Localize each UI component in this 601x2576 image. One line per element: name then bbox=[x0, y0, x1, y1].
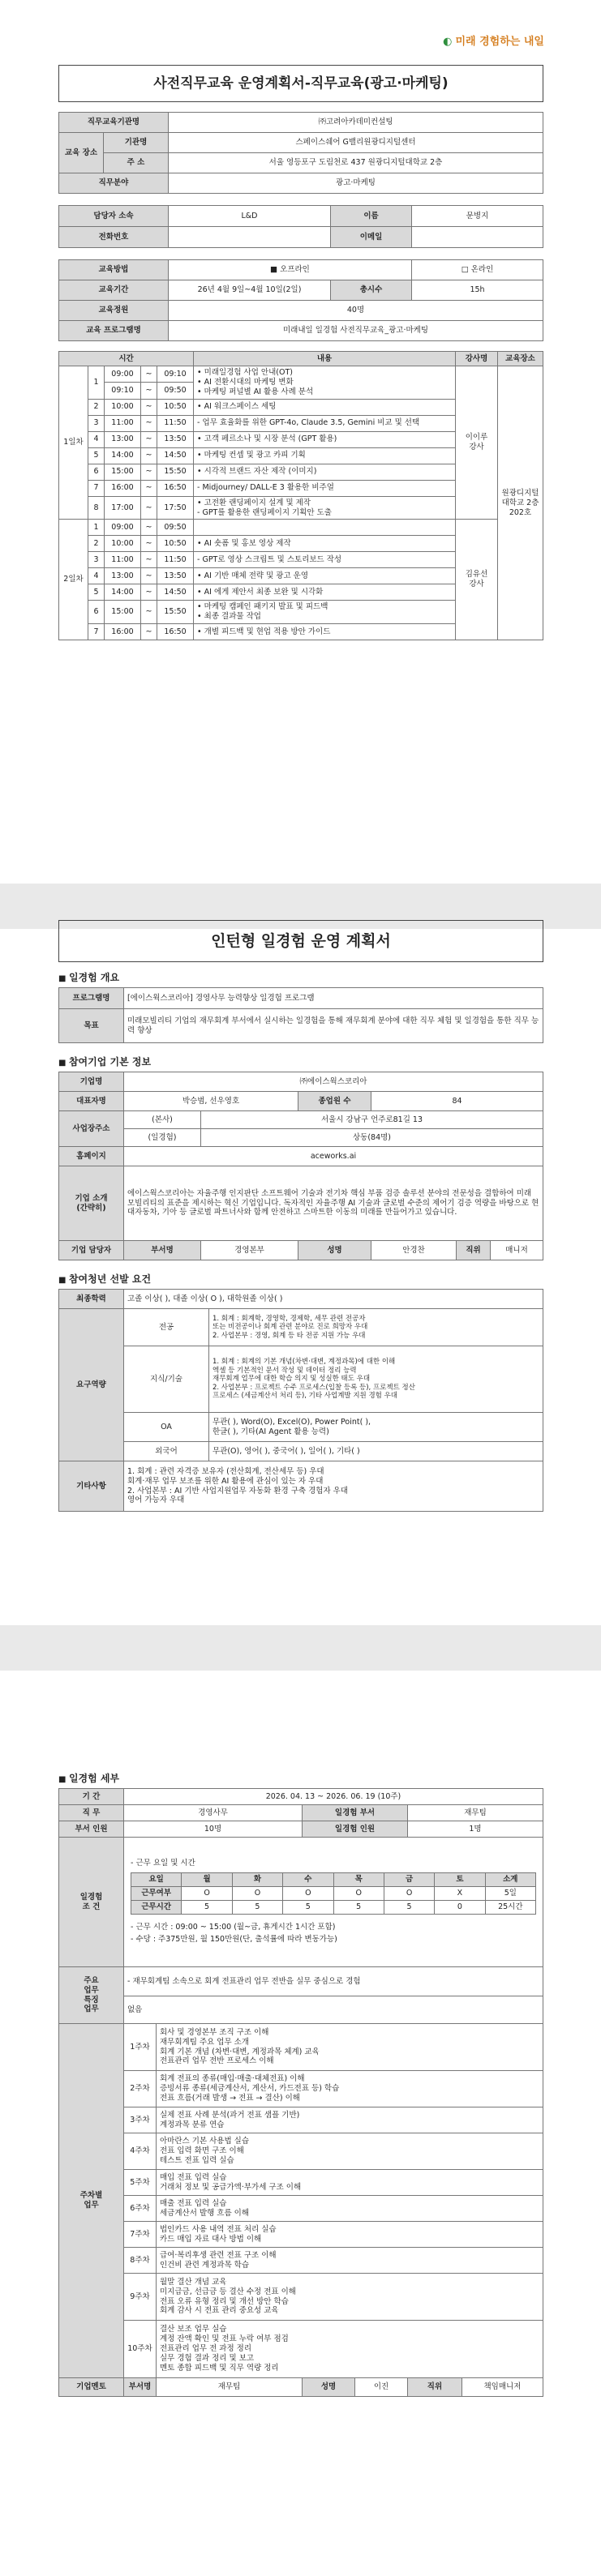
start-time: 17:00 bbox=[105, 496, 141, 520]
contact-table bbox=[58, 205, 543, 248]
end-time: 16:50 bbox=[157, 624, 194, 640]
edu-table bbox=[58, 259, 543, 341]
detail-title: ■ 일경험 세부 bbox=[58, 1771, 543, 1785]
mentor-label: 기업멘토 bbox=[59, 2378, 124, 2397]
language-label: 외국어 bbox=[124, 1442, 209, 1461]
start-time: 11:00 bbox=[105, 552, 141, 568]
weekly-label: 주차별 업무 bbox=[59, 2024, 124, 2378]
website: aceworks.ai bbox=[124, 1147, 543, 1166]
manager-name-label: 성명 bbox=[298, 1241, 371, 1260]
contact-dept-label: 담당자 소속 bbox=[59, 206, 169, 227]
time-dash: ~ bbox=[141, 552, 157, 568]
major: 1. 회계 : 회계학, 경영학, 경제학, 세무 관련 전공자 또는 비전공이나 회계 관련 분야로 진로 희망자 우대 2. 사업본부 : 경영, 회계 등 타 전공 지원 가능 우대 bbox=[209, 1309, 543, 1346]
week-task: 매입 전표 입력 실습 거래처 정보 및 공급가액·부가세 구조 이해 bbox=[157, 2170, 543, 2196]
start-time: 09:00 bbox=[105, 366, 141, 383]
session-no: 5 bbox=[88, 447, 105, 464]
session-content: • 고전환 랜딩페이지 설계 및 제작 - GPT를 활용한 랜딩페이지 기획안 도출 bbox=[194, 496, 456, 520]
start-time: 16:00 bbox=[105, 480, 141, 496]
week-header: 수 bbox=[283, 1873, 333, 1887]
main-duty: - 재무회계팀 소속으로 회계 전표관리 업무 전반을 실무 중심으로 경험 bbox=[124, 1967, 543, 1996]
time-dash: ~ bbox=[141, 584, 157, 601]
employees-label: 종업원 수 bbox=[298, 1092, 371, 1111]
week-task: 급여·복리후생 관련 전표 구조 이해 인건비 관련 계정과목 학습 bbox=[157, 2248, 543, 2274]
session-no: 2 bbox=[88, 536, 105, 552]
doc1-title: 사전직무교육 운영계획서-직무교육(광고·마케팅) bbox=[58, 65, 543, 102]
hours-label: 총시수 bbox=[331, 280, 412, 301]
program-name: [에이스웍스코리아] 경영사무 능력향상 일경험 프로그램 bbox=[124, 988, 543, 1009]
week-header: 목 bbox=[333, 1873, 384, 1887]
week-header: 토 bbox=[435, 1873, 485, 1887]
sched-head-place: 교육장소 bbox=[498, 352, 543, 366]
sched-head-instructor: 강사명 bbox=[456, 352, 498, 366]
end-time: 09:50 bbox=[157, 520, 194, 536]
session-no: 3 bbox=[88, 415, 105, 431]
program-name: 미래내일 일경험 사전직무교육_광고·마케팅 bbox=[169, 321, 543, 341]
etc: 1. 회계 : 관련 자격증 보유자 (전산회계, 전산세무 등) 우대 회계·재무 업무 보조를 위한 AI 활용에 관심이 있는 자 우대 2. 사업본부 : AI 기반 사업지원업무 자동화 환경 구축 경험자 우대 영어 가능자 우대 bbox=[124, 1461, 543, 1512]
condition-cell bbox=[124, 1838, 543, 1967]
edu-place: 원광디지털 대학교 2층 202호 bbox=[498, 366, 543, 640]
session-no: 1 bbox=[88, 366, 105, 400]
start-time: 13:00 bbox=[105, 568, 141, 584]
manager-pos: 매니저 bbox=[491, 1241, 543, 1260]
end-time: 13:50 bbox=[157, 568, 194, 584]
week-number: 6주차 bbox=[124, 2196, 157, 2222]
end-time: 16:50 bbox=[157, 480, 194, 496]
time-dash: ~ bbox=[141, 415, 157, 431]
org-table bbox=[58, 112, 543, 194]
address-label: 사업장주소 bbox=[59, 1111, 124, 1147]
week-number: 5주차 bbox=[124, 2170, 157, 2196]
etc-label: 기타사항 bbox=[59, 1461, 124, 1512]
end-time: 10:50 bbox=[157, 399, 194, 415]
time-dash: ~ bbox=[141, 520, 157, 536]
week-header: 소계 bbox=[485, 1873, 535, 1887]
week-number: 8주차 bbox=[124, 2248, 157, 2274]
dept-size: 10명 bbox=[124, 1821, 303, 1838]
capacity: 40명 bbox=[169, 301, 543, 321]
contact-name: 문병지 bbox=[412, 206, 543, 227]
online-checkbox: □ 온라인 bbox=[412, 260, 543, 280]
mentor-dept: 재무팀 bbox=[157, 2378, 303, 2397]
ceo: 박승범, 선우영호 bbox=[124, 1092, 298, 1111]
session-content: • AI 워크스페이스 세팅 bbox=[194, 399, 456, 415]
week-number: 4주차 bbox=[124, 2133, 157, 2170]
company-name-label: 기업명 bbox=[59, 1072, 124, 1092]
detail-table bbox=[58, 1788, 543, 2397]
contact-name-label: 이름 bbox=[331, 206, 412, 227]
address-main: 서울시 강남구 언주로81길 13 bbox=[201, 1111, 543, 1129]
week-header: 화 bbox=[232, 1873, 282, 1887]
time-dash: ~ bbox=[141, 601, 157, 624]
end-time: 14:50 bbox=[157, 584, 194, 601]
week-task: 회계 전표의 종류(매입·매출·대체전표) 이해 증빙서류 종류(세금계산서, 계산서, 카드전표 등) 학습 전표 흐름(거래 발생 → 전표 → 결산) 이해 bbox=[157, 2071, 543, 2107]
doc3-section bbox=[58, 1771, 543, 2397]
session-content: • 마케팅 캠페인 패키지 발표 및 피드백 • 최종 결과물 작업 bbox=[194, 601, 456, 624]
method-label: 교육방법 bbox=[59, 260, 169, 280]
week-header: 월 bbox=[182, 1873, 232, 1887]
session-no: 8 bbox=[88, 496, 105, 520]
ceo-label: 대표자명 bbox=[59, 1092, 124, 1111]
week-row bbox=[131, 1887, 536, 1901]
session-no: 3 bbox=[88, 552, 105, 568]
company-name: ㈜에이스웍스코리아 bbox=[124, 1072, 543, 1092]
week-cell: 5 bbox=[283, 1901, 333, 1915]
mentor-name-cell bbox=[303, 2378, 408, 2397]
period: 2026. 04. 13 ~ 2026. 06. 19 (10주) bbox=[124, 1789, 543, 1805]
end-time: 10:50 bbox=[157, 536, 194, 552]
time-dash: ~ bbox=[141, 624, 157, 640]
program-logo bbox=[443, 32, 544, 48]
day-label: 2일차 bbox=[59, 520, 88, 640]
time-dash: ~ bbox=[141, 496, 157, 520]
session-no: 6 bbox=[88, 601, 105, 624]
mentor-name-label: 성명 bbox=[303, 2378, 355, 2396]
website-label: 홈페이지 bbox=[59, 1147, 124, 1166]
start-time: 14:00 bbox=[105, 447, 141, 464]
session-no: 4 bbox=[88, 431, 105, 447]
week-cell: 5일 bbox=[485, 1887, 535, 1901]
end-time: 11:50 bbox=[157, 415, 194, 431]
manager-dept: 경영본부 bbox=[201, 1241, 298, 1260]
place-name: 스페이스쉐어 G밸리원광디지털센터 bbox=[169, 133, 543, 153]
session-content: • 시각적 브랜드 자산 제작 (이미지) bbox=[194, 464, 456, 480]
program-label: 교육 프로그램명 bbox=[59, 321, 169, 341]
address-exp: 상동(84명) bbox=[201, 1129, 543, 1147]
requirement-table bbox=[58, 1289, 543, 1512]
edu-label: 최종학력 bbox=[59, 1290, 124, 1309]
program-label: 프로그램명 bbox=[59, 988, 124, 1009]
doc2-title: 인턴형 일경험 운영 계획서 bbox=[58, 920, 543, 962]
week-cell: 5 bbox=[232, 1901, 282, 1915]
period-label: 기 간 bbox=[59, 1789, 124, 1805]
major-label: 전공 bbox=[124, 1309, 209, 1346]
job-label: 직 무 bbox=[59, 1805, 124, 1821]
address-exp-tag: (일경험) bbox=[124, 1129, 201, 1147]
job: 경영사무 bbox=[124, 1805, 303, 1821]
address: 서울 영등포구 도림천로 437 원광디지털대학교 2층 bbox=[169, 153, 543, 173]
week-cell: 0 bbox=[435, 1901, 485, 1915]
start-time: 15:00 bbox=[105, 601, 141, 624]
logo-text: 미래 경험하는 내일 bbox=[455, 36, 544, 48]
time-dash: ~ bbox=[141, 447, 157, 464]
weekly-task-row bbox=[59, 2274, 543, 2321]
end-time: 17:50 bbox=[157, 496, 194, 520]
end-time: 15:50 bbox=[157, 601, 194, 624]
session-no: 6 bbox=[88, 464, 105, 480]
week-cell: 25시간 bbox=[485, 1901, 535, 1915]
language: 무관(O), 영어( ), 중국어( ), 일어( ), 기타( ) bbox=[209, 1442, 543, 1461]
schedule-table bbox=[58, 351, 543, 640]
address-main-tag: (본사) bbox=[124, 1111, 201, 1129]
mentor-name: 이진 bbox=[373, 2382, 389, 2392]
weekly-task-row bbox=[59, 2071, 543, 2107]
period-label: 교육기간 bbox=[59, 280, 169, 301]
week-cell: O bbox=[384, 1887, 434, 1901]
end-time: 09:10 bbox=[157, 366, 194, 383]
time-dash: ~ bbox=[141, 480, 157, 496]
manager-pos-label: 직위 bbox=[457, 1241, 491, 1260]
week-header: 요일 bbox=[131, 1873, 182, 1887]
sched-head-content: 내용 bbox=[194, 352, 456, 366]
requirement-title: ■ 참여청년 선발 요건 bbox=[58, 1272, 543, 1286]
week-number: 10주차 bbox=[124, 2321, 157, 2378]
session-content: • 마케팅 컨셉 및 광고 카피 기획 bbox=[194, 447, 456, 464]
schedule-row bbox=[59, 520, 543, 536]
week-cell: O bbox=[283, 1887, 333, 1901]
weekly-task-row bbox=[59, 2248, 543, 2274]
start-time: 09:10 bbox=[105, 383, 141, 399]
session-no: 2 bbox=[88, 399, 105, 415]
time-dash: ~ bbox=[141, 366, 157, 383]
field: 광고·마케팅 bbox=[169, 173, 543, 194]
week-row-label: 근무여부 bbox=[131, 1887, 182, 1901]
session-content: - 업무 효율화를 위한 GPT-4o, Claude 3.5, Gemini 비교 및 선택 bbox=[194, 415, 456, 431]
session-content: • 고객 페르소나 및 시장 분석 (GPT 활용) bbox=[194, 431, 456, 447]
manager-name: 안경찬 bbox=[371, 1241, 457, 1260]
condition-notes: - 근무 시간 : 09:00 ~ 15:00 (월~금, 휴게시간 1시간 포함) - 수당 : 주375만원, 월 150만원(단, 출석률에 따라 변동가능) bbox=[131, 1923, 337, 1945]
need-label: 요구역량 bbox=[59, 1309, 124, 1461]
session-no: 7 bbox=[88, 624, 105, 640]
week-row-label: 근무시간 bbox=[131, 1901, 182, 1915]
session-content: • AI 숏폼 및 홍보 영상 제작 bbox=[194, 536, 456, 552]
week-task: 월말 결산 개념 교육 미지급금, 선급금 등 결산 수정 전표 이해 전표 오류 유형 정리 및 개선 방안 학습 회계 감사 시 전표 관리 중요성 교육 bbox=[157, 2274, 543, 2321]
end-time: 13:50 bbox=[157, 431, 194, 447]
company-table bbox=[58, 1072, 543, 1260]
weekly-task-row bbox=[59, 2024, 543, 2071]
time-dash: ~ bbox=[141, 383, 157, 399]
company-title: ■ 참여기업 기본 정보 bbox=[58, 1055, 543, 1068]
contact-phone-label: 전화번호 bbox=[59, 227, 169, 248]
session-content: • AI 기반 매체 전략 및 광고 운영 bbox=[194, 568, 456, 584]
week-number: 7주차 bbox=[124, 2222, 157, 2248]
week-task: 법인카드 사용 내역 전표 처리 실습 카드 매입 자료 대사 방법 이해 bbox=[157, 2222, 543, 2248]
week-number: 2주차 bbox=[124, 2071, 157, 2107]
week-cell: 5 bbox=[333, 1901, 384, 1915]
dept-label: 일경험 부서 bbox=[303, 1805, 408, 1821]
week-number: 1주차 bbox=[124, 2024, 157, 2071]
schedule-row bbox=[59, 366, 543, 383]
mentor-pos: 책임매니저 bbox=[483, 2382, 522, 2392]
session-content bbox=[194, 520, 456, 536]
session-content: • 개별 피드백 및 현업 적용 방안 가이드 bbox=[194, 624, 456, 640]
doc1-section bbox=[58, 65, 543, 640]
weekly-task-row bbox=[59, 2196, 543, 2222]
hours: 15h bbox=[412, 280, 543, 301]
intro-label: 기업 소개 (간략히) bbox=[59, 1166, 124, 1241]
session-no: 5 bbox=[88, 584, 105, 601]
condition-label: 일경험 조 건 bbox=[59, 1838, 124, 1967]
dept: 재무팀 bbox=[408, 1805, 543, 1821]
people-label: 일경험 인원 bbox=[303, 1821, 408, 1838]
session-no: 7 bbox=[88, 480, 105, 496]
week-task: 실제 전표 사례 분석(과거 전표 샘플 기반) 계정과목 분류 연습 bbox=[157, 2107, 543, 2133]
sched-head-time: 시간 bbox=[59, 352, 194, 366]
session-no: 1 bbox=[88, 520, 105, 536]
employees: 84 bbox=[371, 1092, 543, 1111]
period: 26년 4월 9일~4월 10일(2일) bbox=[169, 280, 331, 301]
place-label: 교육 장소 bbox=[59, 133, 104, 173]
offline-checkbox: ■ 오프라인 bbox=[169, 260, 412, 280]
mentor-dept-label: 부서명 bbox=[124, 2378, 157, 2397]
start-time: 13:00 bbox=[105, 431, 141, 447]
feature-duty: 없음 bbox=[124, 1996, 543, 2024]
weekly-task-row bbox=[59, 2222, 543, 2248]
week-cell: 5 bbox=[182, 1901, 232, 1915]
start-time: 10:00 bbox=[105, 399, 141, 415]
week-cell: O bbox=[333, 1887, 384, 1901]
week-row bbox=[131, 1901, 536, 1915]
weekly-task-row bbox=[59, 2321, 543, 2378]
week-cell: O bbox=[232, 1887, 282, 1901]
org-value: ㈜고려아카데미컨설팅 bbox=[169, 113, 543, 133]
page-separator bbox=[0, 1625, 601, 1671]
start-time: 14:00 bbox=[105, 584, 141, 601]
dept-size-label: 부서 인원 bbox=[59, 1821, 124, 1838]
week-number: 3주차 bbox=[124, 2107, 157, 2133]
mentor-pos-cell bbox=[408, 2378, 543, 2397]
session-content: - GPT로 영상 스크립트 및 스토리보드 작성 bbox=[194, 552, 456, 568]
week-task: 결산 보조 업무 실습 계정 잔액 확인 및 전표 누락 여부 점검 전표관리 업무 전 과정 정리 실무 경험 결과 정리 및 보고 멘토 종합 피드백 및 직무 역량 정리 bbox=[157, 2321, 543, 2378]
session-content: • AI 에게 제안서 최종 보완 및 시각화 bbox=[194, 584, 456, 601]
contact-email bbox=[412, 227, 543, 248]
session-content: • 미래일경험 사업 안내(OT) • AI 전환시대의 마케팅 변화 • 마케팅 퍼널별 AI 활용 사례 분석 bbox=[194, 366, 456, 400]
week-task: 아마란스 기본 사용법 실습 전표 입력 화면 구조 이해 테스트 전표 입력 실습 bbox=[157, 2133, 543, 2170]
weekly-task-row bbox=[59, 2170, 543, 2196]
oa: 무관( ), Word(O), Excel(O), Power Point( ), 한글( ), 기타(AI Agent 활용 능력) bbox=[209, 1413, 543, 1442]
week-number: 9주차 bbox=[124, 2274, 157, 2321]
week-cell: O bbox=[182, 1887, 232, 1901]
week-header: 금 bbox=[384, 1873, 434, 1887]
week-cell: X bbox=[435, 1887, 485, 1901]
goal-label: 목표 bbox=[59, 1009, 124, 1043]
start-time: 10:00 bbox=[105, 536, 141, 552]
time-dash: ~ bbox=[141, 536, 157, 552]
overview-table bbox=[58, 987, 543, 1043]
instructor: 이이루 강사 bbox=[456, 366, 498, 520]
weekly-task-row bbox=[59, 2107, 543, 2133]
address-label: 주 소 bbox=[104, 153, 169, 173]
time-dash: ~ bbox=[141, 431, 157, 447]
field-label: 직무분야 bbox=[59, 173, 169, 194]
end-time: 09:50 bbox=[157, 383, 194, 399]
doc2-section bbox=[58, 920, 543, 1512]
time-dash: ~ bbox=[141, 568, 157, 584]
end-time: 11:50 bbox=[157, 552, 194, 568]
time-dash: ~ bbox=[141, 399, 157, 415]
capacity-label: 교육정원 bbox=[59, 301, 169, 321]
manager-label: 기업 담당자 bbox=[59, 1241, 124, 1260]
time-dash: ~ bbox=[141, 464, 157, 480]
contact-dept: L&D bbox=[169, 206, 331, 227]
skill: 1. 회계 : 회계의 기본 개념(차변·대변, 계정과목)에 대한 이해 엑셀 등 기본적인 문서 작성 및 데이터 정리 능력 재무회계 업무에 대한 학습 의지 및 성실한 태도 우대 2. 사업본부 : 프로젝트 수주 프로세스(입찰 등록 등), 프로젝트 정산 프로세스 (세금계산서 처리 등), 기타 사업계발 지원 경험 우대 bbox=[209, 1346, 543, 1413]
mentor-pos-label: 직위 bbox=[408, 2378, 461, 2396]
goal: 미래모빌리티 기업의 재무회계 부서에서 실시하는 일경험을 통해 재무회계 분야에 대한 직무 체험 및 일경험을 통한 직무 능력 향상 bbox=[124, 1009, 543, 1043]
skill-label: 지식/기술 bbox=[124, 1346, 209, 1413]
place-name-label: 기관명 bbox=[104, 133, 169, 153]
start-time: 11:00 bbox=[105, 415, 141, 431]
week-caption: - 근무 요일 및 시간 bbox=[131, 1858, 195, 1868]
start-time: 09:00 bbox=[105, 520, 141, 536]
session-content: - Midjourney/ DALL-E 3 활용한 비주얼 bbox=[194, 480, 456, 496]
day-label: 1일차 bbox=[59, 366, 88, 520]
main-label: 주요 업무 특징 업무 bbox=[59, 1967, 124, 2024]
org-label: 직무교육기관명 bbox=[59, 113, 169, 133]
instructor: 김유선 강사 bbox=[456, 520, 498, 640]
weekly-task-row bbox=[59, 2133, 543, 2170]
contact-phone bbox=[169, 227, 331, 248]
manager-dept-label: 부서명 bbox=[124, 1241, 201, 1260]
oa-label: OA bbox=[124, 1413, 209, 1442]
week-task: 매출 전표 입력 실습 세금계산서 발행 흐름 이해 bbox=[157, 2196, 543, 2222]
start-time: 15:00 bbox=[105, 464, 141, 480]
end-time: 15:50 bbox=[157, 464, 194, 480]
edu: 고졸 이상( ), 대졸 이상( O ), 대학원졸 이상( ) bbox=[124, 1290, 543, 1309]
overview-title: ■ 일경험 개요 bbox=[58, 970, 543, 984]
contact-email-label: 이메일 bbox=[331, 227, 412, 248]
session-no: 4 bbox=[88, 568, 105, 584]
end-time: 14:50 bbox=[157, 447, 194, 464]
week-task: 회사 및 경영본부 조직 구조 이해 재무회계팀 주요 업무 소개 회계 기본 개념 (차변·대변, 계정과목 체계) 교육 전표관리 업무 전반 프로세스 이해 bbox=[157, 2024, 543, 2071]
week-table bbox=[131, 1872, 536, 1915]
people: 1명 bbox=[408, 1821, 543, 1838]
start-time: 16:00 bbox=[105, 624, 141, 640]
week-cell: 5 bbox=[384, 1901, 434, 1915]
intro: 에이스웍스코리아는 자율주행 인지판단 소프트웨어 기술과 전기차 핵심 부품 검증 솔루션 분야의 전문성을 결합하여 미래 모빌리티의 표준을 제시하는 혁신 기업입니다. 독자적인 자율주행 AI 기술과 글로벌 수준의 제어기 검증 역량을 바탕으로 현대자동차, 기아 등 글로벌 파트너사와 함께 안전하고 스마트한 이동의 미래를 만들어가고 있습니다. bbox=[124, 1166, 543, 1241]
logo-mark-icon: ◐ bbox=[443, 36, 453, 48]
